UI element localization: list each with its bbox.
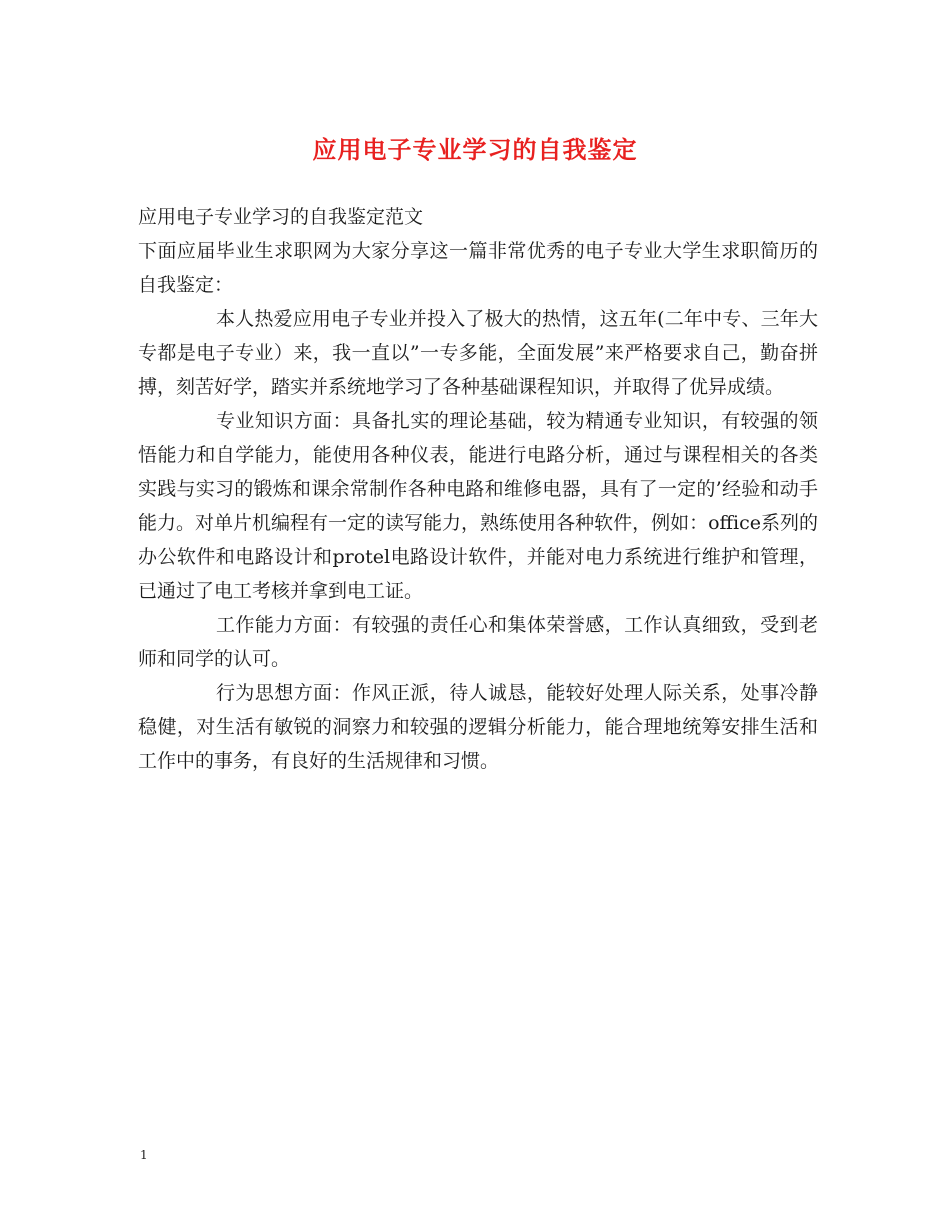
conduct-paragraph: 行为思想方面：作风正派，待人诚恳，能较好处理人际关系，处事冷静稳健，对生活有敏锐的洞察力和较强的逻辑分析能力，能合理地统筹安排生活和工作中的事务，有良好的生活规律和习惯。: [138, 682, 818, 772]
subtitle-paragraph: 应用电子专业学习的自我鉴定范文: [138, 206, 424, 228]
document-body: [138, 200, 818, 778]
work-ability-paragraph: 工作能力方面：有较强的责任心和集体荣誉感，工作认真细致，受到老师和同学的认可。: [138, 614, 818, 670]
self-assessment-paragraph: 本人热爱应用电子专业并投入了极大的热情，这五年(二年中专、三年大专都是电子专业）来，我一直以”一专多能，全面发展”来严格要求自己，勤奋拼搏，刻苦好学，踏实并系统地学习了各种基础课程知识，并取得了优异成绩。: [138, 308, 818, 398]
page-number: 1: [140, 1148, 148, 1162]
intro-paragraph: 下面应届毕业生求职网为大家分享这一篇非常优秀的电子专业大学生求职简历的自我鉴定：: [138, 240, 818, 296]
professional-knowledge-paragraph: 专业知识方面：具备扎实的理论基础，较为精通专业知识，有较强的领悟能力和自学能力，能使用各种仪表，能进行电路分析，通过与课程相关的各类实践与实习的锻炼和课余常制作各种电路和维修电器，具有了一定的’经验和动手能力。对单片机编程有一定的读写能力，熟练使用各种软件，例如：office系列的办公软件和电路设计和protel电路设计软件，并能对电力系统进行维护和管理，已通过了电工考核并拿到电工证。: [138, 410, 818, 602]
document-title: 应用电子专业学习的自我鉴定: [312, 136, 638, 164]
